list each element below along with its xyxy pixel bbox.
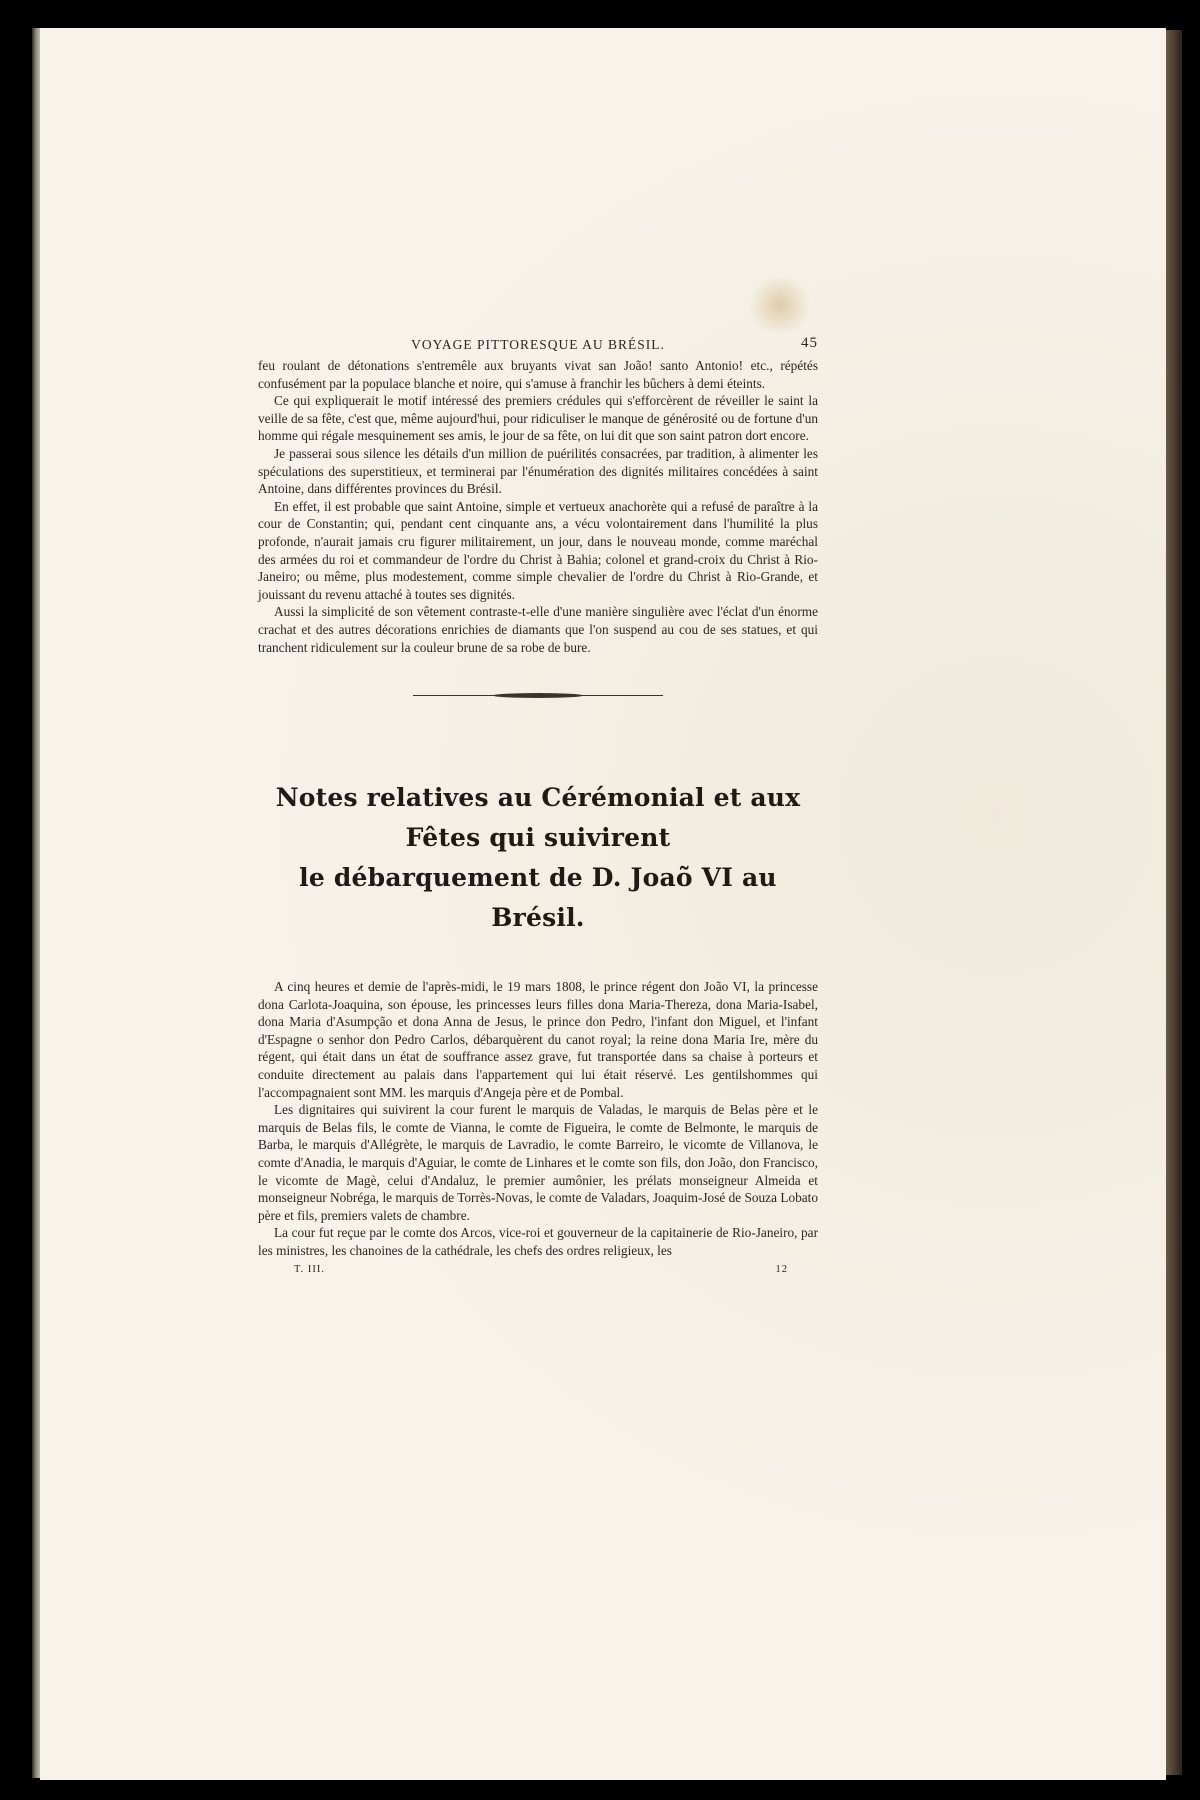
page-edge xyxy=(1166,30,1182,1775)
signature-line xyxy=(258,1262,818,1284)
section-body xyxy=(258,978,818,1260)
volume-mark: T. III. xyxy=(294,1263,325,1275)
running-head xyxy=(258,335,818,357)
paragraph: Les dignitaires qui suivirent la cour furent le marquis de Valadas, le marquis de Belas père et le marquis de Belas fils, le comte de Vianna, le comte de Figueira, le comte de Belmonte, le marquis de Barba, le marquis d'Allégrète, le marquis de Lavradio, le comte Barreiro, le vicomte de Villanova, le comte d'Anadia, le marquis d'Aguiar, le comte de Linhares et le comte son fils, don João, don Francisco, le vicomte de Magè, celui d'Andaluz, le premier aumônier, les prélats monseigneur Almeida et monseigneur Nobréga, le marquis de Torrès-Novas, le comte de Valadars, Joaquim-José de Souza Lobato père et fils, premiers valets de chambre. xyxy=(258,1102,818,1223)
foxing-stain xyxy=(745,278,815,333)
paragraph: En effet, il est probable que saint Antoine, simple et vertueux anachorète qui a refusé de paraître à la cour de Constantin; qui, pendant cent cinquante ans, a vécu volontairement dans l'humilité la plus profonde, n'aurait jamais cru figurer militairement, un jour, dans le nouveau monde, comme maréchal des armées du roi et commandeur de l'ordre du Christ à Bahia; colonel et grand-croix du Christ à Rio-Janeiro; ou même, plus modestement, comme simple chevalier de l'ordre du Christ à Rio-Grande, et jouissant du revenu attaché à toutes ses dignités. xyxy=(258,498,818,602)
paragraph: A cinq heures et demie de l'après-midi, le 19 mars 1808, le prince régent don João VI, la princesse dona Carlota-Joaquina, son épouse, les princesses leurs filles dona Maria-Thereza, dona Maria-Isabel, dona Maria d'Asumpção et dona Anna de Jesus, le prince don Pedro, l'infant don Miguel, et l'infant d'Espagne o senhor don Pedro Carlos, débarquèrent du canot royal; la reine dona Maria Ire, mère du régent, qui était dans un état de souffrance assez grave, fut transportée dans sa chaise à porteurs et conduite directement au palais dans l'appartement qui lui était réservé. Les gentilshommes qui l'accompagnaient sont MM. les marquis d'Angeja père et de Pombal. xyxy=(258,979,818,1100)
ornamental-divider xyxy=(258,684,818,724)
heading-line-2: le débarquement de D. Joaõ VI au Brésil. xyxy=(299,863,777,933)
paragraph: La cour fut reçue par le comte dos Arcos, vice-roi et gouverneur de la capitainerie de Rio-Janeiro, par les ministres, les chanoines de la cathédrale, les chefs des ordres religieux, les xyxy=(258,1225,818,1258)
page-number: 45 xyxy=(801,335,818,351)
paragraph: Aussi la simplicité de son vêtement contraste-t-elle d'une manière singulière avec l'éclat d'un énorme crachat et des autres décorations enrichies de diamants que l'on suspend au cou de ses statues, et qui tranchent ridiculement sur la couleur brune de sa robe de bure. xyxy=(258,604,818,655)
section-heading xyxy=(258,778,818,938)
text-block xyxy=(258,335,818,1284)
running-title: VOYAGE PITTORESQUE AU BRÉSIL. xyxy=(411,337,665,352)
paragraph: Ce qui expliquerait le motif intéressé des premiers crédules qui s'efforcèrent de réveiller le saint la veille de sa fête, c'est que, même aujourd'hui, pour ridiculiser le manque de générosité ou de fortune d'un homme qui régale mesquinement ses amis, le jour de sa fête, on lui dit que son saint patron dort encore. xyxy=(258,393,818,444)
paragraph: Je passerai sous silence les détails d'un million de puérilités consacrées, par tradition, à alimenter les spéculations des superstitieux, et terminerai par l'énumération des dignités militaires concédées à saint Antoine, dans différentes provinces du Brésil. xyxy=(258,445,818,497)
divider-swell xyxy=(493,693,583,698)
signature-mark: 12 xyxy=(775,1263,788,1275)
heading-line-1: Notes relatives au Cérémonial et aux Fêtes qui suivirent xyxy=(275,783,801,853)
paragraph: feu roulant de détonations s'entremêle aux bruyants vivat san João! santo Antonio! etc., répétés confusément par la populace blanche et noire, qui s'amuse à franchir les bûchers à demi éteints. xyxy=(258,358,818,391)
